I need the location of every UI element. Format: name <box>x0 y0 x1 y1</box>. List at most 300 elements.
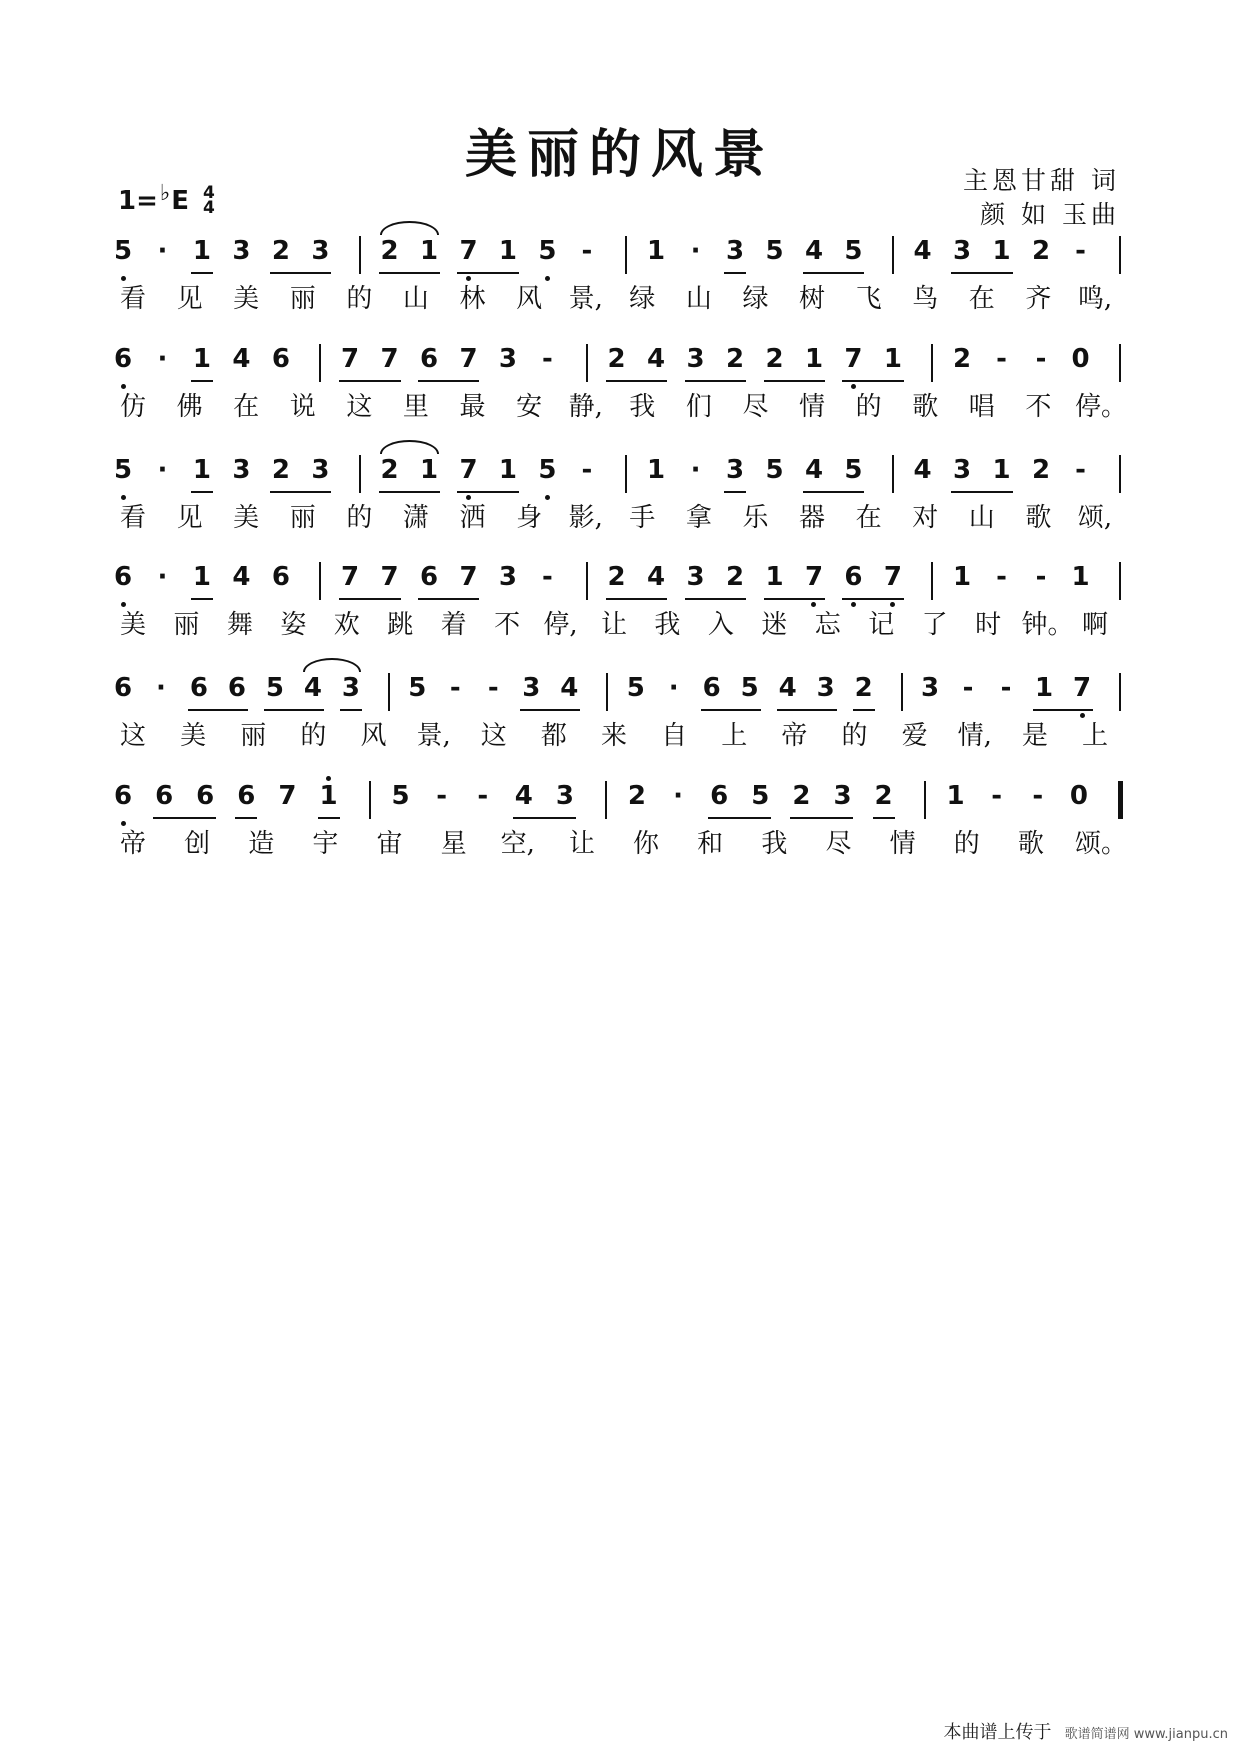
low-octave-dot <box>851 384 856 389</box>
tie-arc <box>303 658 361 672</box>
note: 1 <box>498 236 518 266</box>
lyric-char: 静, <box>568 392 603 422</box>
song-title: 美丽的风景 <box>464 124 775 185</box>
low-octave-dot <box>1080 713 1085 718</box>
low-octave-dot <box>890 602 895 607</box>
beam-underline <box>951 272 1012 274</box>
note: 7 <box>380 562 399 592</box>
lyric-char: 丽 <box>289 503 316 533</box>
note: 3 <box>686 562 705 592</box>
key-prefix: 1= <box>118 186 158 216</box>
barline <box>586 344 588 382</box>
lyric-char: 们 <box>685 392 712 422</box>
barline <box>1119 673 1121 711</box>
barline <box>319 344 321 382</box>
lyric-char: 的 <box>841 721 868 751</box>
lyric-char: 美 <box>180 721 207 751</box>
lyric-char: 树 <box>799 284 826 314</box>
beam-underline <box>270 491 331 493</box>
beam-underline <box>873 817 895 819</box>
lyric-char: 的 <box>346 284 373 314</box>
extension-dash: - <box>1075 455 1086 485</box>
extension-dash: - <box>436 781 448 811</box>
lyric-char: 丽 <box>240 721 267 751</box>
lyric-char: 在 <box>233 392 260 422</box>
note: 4 <box>560 673 579 703</box>
lyric-char: 美 <box>233 284 260 314</box>
lyric-char: 自 <box>661 721 688 751</box>
lyric-char: 和 <box>697 829 724 859</box>
extension-dash: - <box>1035 344 1047 374</box>
note: 6 <box>710 781 729 811</box>
beam-underline <box>191 272 213 274</box>
lyric-char: 山 <box>685 284 712 314</box>
beam-underline <box>764 598 825 600</box>
note: 5 <box>765 236 784 266</box>
note: 6 <box>237 781 256 811</box>
beam-underline <box>188 709 248 711</box>
beam-underline <box>842 380 903 382</box>
upload-note: 本曲谱上传于 <box>943 1722 1052 1743</box>
score-row <box>0 455 1240 545</box>
lyric-char: 说 <box>289 392 316 422</box>
lyric-char: 绿 <box>629 284 656 314</box>
augmentation-dot: · <box>157 562 168 592</box>
note: 1 <box>192 455 212 485</box>
note: 5 <box>391 781 410 811</box>
beam-underline <box>318 817 340 819</box>
lyric-char: 山 <box>968 503 995 533</box>
lyric-char: 情 <box>889 829 916 859</box>
score-row <box>0 562 1240 652</box>
lyric-char: 跳 <box>387 610 414 640</box>
beam-underline <box>701 709 761 711</box>
extension-dash: - <box>581 455 593 485</box>
barline <box>369 781 371 819</box>
barline <box>606 673 608 711</box>
beam-underline <box>708 817 771 819</box>
note: 2 <box>380 236 399 266</box>
final-barline <box>1118 781 1123 819</box>
score-row <box>0 673 1240 763</box>
barline <box>892 455 894 493</box>
note: 1 <box>1071 562 1090 592</box>
extension-dash: - <box>449 673 461 703</box>
note: 2 <box>792 781 811 811</box>
lyric-char: 这 <box>480 721 507 751</box>
lyric-char: 帝 <box>781 721 808 751</box>
note: 5 <box>751 781 770 811</box>
lyric-char: 飞 <box>855 284 882 314</box>
lyric-char: 身 <box>516 503 543 533</box>
barline <box>931 562 933 600</box>
lyric-char: 影, <box>568 503 603 533</box>
lyric-char: 入 <box>707 610 734 640</box>
lyric-char: 迷 <box>761 610 788 640</box>
note: 4 <box>647 344 666 374</box>
note: 7 <box>340 562 360 592</box>
note: 7 <box>459 455 478 485</box>
lyric-char: 姿 <box>280 610 307 640</box>
note: 3 <box>953 236 972 266</box>
lyric-char: 歌 <box>1017 829 1044 859</box>
note: 2 <box>725 562 745 592</box>
barline <box>605 781 607 819</box>
lyric-char: 歌 <box>912 392 939 422</box>
lyric-char: 都 <box>540 721 567 751</box>
note: 1 <box>419 455 439 485</box>
lyric-char: 颂, <box>1077 503 1113 533</box>
barline <box>359 455 361 493</box>
lyric-char: 看 <box>119 503 146 533</box>
augmentation-dot: · <box>157 236 168 266</box>
note: 6 <box>702 673 721 703</box>
note: 5 <box>765 455 784 485</box>
note: 2 <box>1031 236 1051 266</box>
lyric-char: 风 <box>516 284 543 314</box>
note: 3 <box>725 236 745 266</box>
note: 3 <box>232 236 251 266</box>
lyric-char: 爱 <box>901 721 928 751</box>
note: 3 <box>341 673 360 703</box>
barline <box>892 236 894 274</box>
note: 5 <box>265 673 284 703</box>
lyric-char: 尽 <box>742 392 769 422</box>
note: 5 <box>844 236 863 266</box>
lyric-char: 佛 <box>176 392 203 422</box>
note: 6 <box>419 562 439 592</box>
barline <box>359 236 361 274</box>
note: 3 <box>833 781 852 811</box>
beam-underline <box>606 598 667 600</box>
note: 7 <box>459 236 478 266</box>
note: 1 <box>647 455 666 485</box>
lyric-char: 啊 <box>1081 610 1108 640</box>
lyric-char: 潇 <box>402 503 429 533</box>
extension-dash: - <box>1075 236 1086 266</box>
lyric-char: 林 <box>459 284 486 314</box>
lyric-char: 乐 <box>742 503 769 533</box>
flat-icon: ♭ <box>159 180 171 206</box>
note: 7 <box>278 781 297 811</box>
beam-underline <box>803 272 864 274</box>
extension-dash: - <box>542 344 553 374</box>
extension-dash: - <box>542 562 553 592</box>
augmentation-dot: · <box>156 673 166 703</box>
lyric-char: 着 <box>440 610 467 640</box>
lyric-char: 最 <box>459 392 486 422</box>
lyric-char: 的 <box>855 392 882 422</box>
note: 5 <box>844 455 863 485</box>
tie-arc <box>380 221 439 235</box>
note: 1 <box>992 236 1011 266</box>
note: 2 <box>1031 455 1051 485</box>
low-octave-dot <box>121 276 126 281</box>
extension-dash: - <box>477 781 489 811</box>
composer: 颜 如 玉曲 <box>980 200 1120 229</box>
watermark: 歌谱简谱网 www.jianpu.cn <box>1064 1727 1228 1742</box>
beam-underline <box>764 380 825 382</box>
note: 2 <box>765 344 784 374</box>
lyric-char: 创 <box>184 829 211 859</box>
low-octave-dot <box>466 495 471 500</box>
lyric-char: 丽 <box>173 610 200 640</box>
beam-underline <box>685 380 746 382</box>
lyric-char: 颂。 <box>1075 829 1128 859</box>
note: 2 <box>271 455 290 485</box>
lyric-char: 上 <box>1081 721 1108 751</box>
note: 1 <box>319 781 338 811</box>
lyric-char: 这 <box>119 721 146 751</box>
augmentation-dot: · <box>673 781 683 811</box>
note: 7 <box>459 562 478 592</box>
beam-underline <box>790 817 853 819</box>
augmentation-dot: · <box>690 455 701 485</box>
lyric-char: 山 <box>402 284 429 314</box>
augmentation-dot: · <box>668 673 679 703</box>
beam-underline <box>379 491 440 493</box>
credits <box>963 164 1120 232</box>
augmentation-dot: · <box>157 455 168 485</box>
note: 7 <box>459 344 478 374</box>
barline <box>924 781 926 819</box>
lyric-char: 看 <box>119 284 146 314</box>
lyric-char: 钟。 <box>1021 610 1074 640</box>
note: 1 <box>765 562 784 592</box>
note: 1 <box>192 562 212 592</box>
lyric-char: 里 <box>402 392 429 422</box>
note: 1 <box>647 236 666 266</box>
meter-top: 4 <box>203 183 215 203</box>
beam-underline <box>685 598 746 600</box>
beam-underline <box>418 380 479 382</box>
note: 1 <box>953 562 972 592</box>
low-octave-dot <box>121 384 126 389</box>
note: 2 <box>874 781 893 811</box>
beam-underline <box>1033 709 1093 711</box>
lyric-char: 在 <box>855 503 882 533</box>
low-octave-dot <box>545 276 550 281</box>
meter-bottom: 4 <box>203 198 215 218</box>
low-octave-dot <box>466 276 471 281</box>
low-octave-dot <box>121 495 126 500</box>
note: 2 <box>627 781 646 811</box>
lyric-char: 手 <box>629 503 656 533</box>
beam-underline <box>191 380 213 382</box>
footer <box>943 1718 1228 1744</box>
lyric-char: 欢 <box>333 610 360 640</box>
note: 6 <box>113 344 133 374</box>
beam-underline <box>191 598 213 600</box>
beam-underline <box>803 491 864 493</box>
note: 5 <box>538 455 557 485</box>
lyric-char: 上 <box>721 721 748 751</box>
note: 6 <box>113 562 133 592</box>
note: 4 <box>303 673 322 703</box>
note: 7 <box>380 344 399 374</box>
lyric-char: 了 <box>921 610 948 640</box>
lyric-char: 让 <box>600 610 627 640</box>
note: 2 <box>953 344 972 374</box>
lyric-char: 洒 <box>459 503 486 533</box>
barline <box>1119 562 1121 600</box>
note: 7 <box>883 562 902 592</box>
lyric-char: 停, <box>543 610 578 640</box>
note: 0 <box>1069 781 1088 811</box>
note: 7 <box>844 344 863 374</box>
lyric-char: 我 <box>761 829 788 859</box>
extension-dash: - <box>487 673 499 703</box>
augmentation-dot: · <box>157 344 168 374</box>
note: 1 <box>192 236 212 266</box>
low-octave-dot <box>121 602 126 607</box>
score-row <box>0 344 1240 434</box>
lyric-char: 宙 <box>376 829 403 859</box>
note: 3 <box>311 455 330 485</box>
extension-dash: - <box>991 781 1003 811</box>
note: 5 <box>113 455 133 485</box>
extension-dash: - <box>1032 781 1044 811</box>
low-octave-dot <box>811 602 816 607</box>
lyric-char: 齐 <box>1025 284 1052 314</box>
barline <box>1119 344 1121 382</box>
note: 2 <box>854 673 873 703</box>
lyric-char: 尽 <box>825 829 852 859</box>
extension-dash: - <box>996 344 1007 374</box>
lyric-char: 舞 <box>226 610 253 640</box>
note: 2 <box>725 344 745 374</box>
barline <box>625 236 627 274</box>
beam-underline <box>457 491 518 493</box>
lyric-char: 风 <box>360 721 387 751</box>
note: 3 <box>921 673 940 703</box>
lyric-char: 的 <box>346 503 373 533</box>
lyric-char: 是 <box>1021 721 1048 751</box>
lyric-char: 丽 <box>289 284 316 314</box>
lyric-char: 绿 <box>742 284 769 314</box>
beam-underline <box>853 709 875 711</box>
augmentation-dot: · <box>690 236 701 266</box>
extension-dash: - <box>581 236 593 266</box>
beam-underline <box>724 272 746 274</box>
lyric-char: 唱 <box>968 392 995 422</box>
note: 1 <box>1034 673 1054 703</box>
beam-underline <box>951 491 1012 493</box>
note: 2 <box>607 344 626 374</box>
barline <box>586 562 588 600</box>
beam-underline <box>235 817 257 819</box>
note: 3 <box>232 455 251 485</box>
note: 6 <box>419 344 439 374</box>
note: 3 <box>311 236 330 266</box>
score-row <box>0 781 1240 871</box>
note: 4 <box>804 236 824 266</box>
lyric-char: 在 <box>968 284 995 314</box>
lyric-char: 器 <box>799 503 826 533</box>
beam-underline <box>842 598 903 600</box>
note: 6 <box>113 781 133 811</box>
lyric-char: 不 <box>494 610 521 640</box>
barline <box>625 455 627 493</box>
note: 1 <box>192 344 212 374</box>
barline <box>1119 455 1121 493</box>
note: 2 <box>271 236 290 266</box>
lyricist: 主恩甘甜 词 <box>963 166 1120 195</box>
beam-underline <box>379 272 440 274</box>
note: 2 <box>380 455 399 485</box>
tie-arc <box>380 440 439 454</box>
note: 4 <box>514 781 533 811</box>
note: 6 <box>196 781 215 811</box>
note: 5 <box>740 673 759 703</box>
note: 4 <box>804 455 824 485</box>
note: 4 <box>647 562 666 592</box>
extension-dash: - <box>962 673 974 703</box>
note: 7 <box>804 562 824 592</box>
note: 4 <box>778 673 797 703</box>
lyric-char: 安 <box>516 392 543 422</box>
lyric-char: 拿 <box>685 503 712 533</box>
note: 7 <box>1072 673 1092 703</box>
lyric-char: 记 <box>868 610 895 640</box>
note: 4 <box>232 562 251 592</box>
barline <box>388 673 390 711</box>
note: 1 <box>992 455 1011 485</box>
lyric-char: 仿 <box>119 392 146 422</box>
note: 3 <box>522 673 541 703</box>
note: 5 <box>113 236 133 266</box>
extension-dash: - <box>996 562 1007 592</box>
lyric-char: 来 <box>600 721 627 751</box>
beam-underline <box>418 598 479 600</box>
beam-underline <box>339 598 400 600</box>
lyric-char: 景, <box>568 284 603 314</box>
note: 6 <box>113 673 133 703</box>
barline <box>931 344 933 382</box>
lyric-char: 忘 <box>814 610 841 640</box>
note: 6 <box>271 344 290 374</box>
lyric-char: 见 <box>176 284 203 314</box>
note: 4 <box>913 236 932 266</box>
beam-underline <box>340 709 362 711</box>
note: 1 <box>804 344 824 374</box>
note: 2 <box>607 562 626 592</box>
note: 4 <box>232 344 251 374</box>
lyric-char: 美 <box>119 610 146 640</box>
low-octave-dot <box>545 495 550 500</box>
note: 5 <box>408 673 427 703</box>
time-signature <box>203 183 215 218</box>
beam-underline <box>724 491 746 493</box>
note: 7 <box>340 344 360 374</box>
lyric-char: 星 <box>440 829 467 859</box>
lyric-char: 的 <box>953 829 980 859</box>
note: 6 <box>155 781 174 811</box>
lyric-char: 这 <box>346 392 373 422</box>
note: 6 <box>227 673 246 703</box>
note: 3 <box>498 344 518 374</box>
lyric-char: 见 <box>176 503 203 533</box>
lyric-char: 景, <box>416 721 451 751</box>
lyric-char: 对 <box>912 503 939 533</box>
lyric-char: 鸟 <box>912 284 939 314</box>
beam-underline <box>513 817 576 819</box>
lyric-char: 帝 <box>119 829 146 859</box>
lyric-char: 停。 <box>1075 392 1128 422</box>
beam-underline <box>520 709 580 711</box>
note: 3 <box>816 673 835 703</box>
note: 3 <box>498 562 518 592</box>
